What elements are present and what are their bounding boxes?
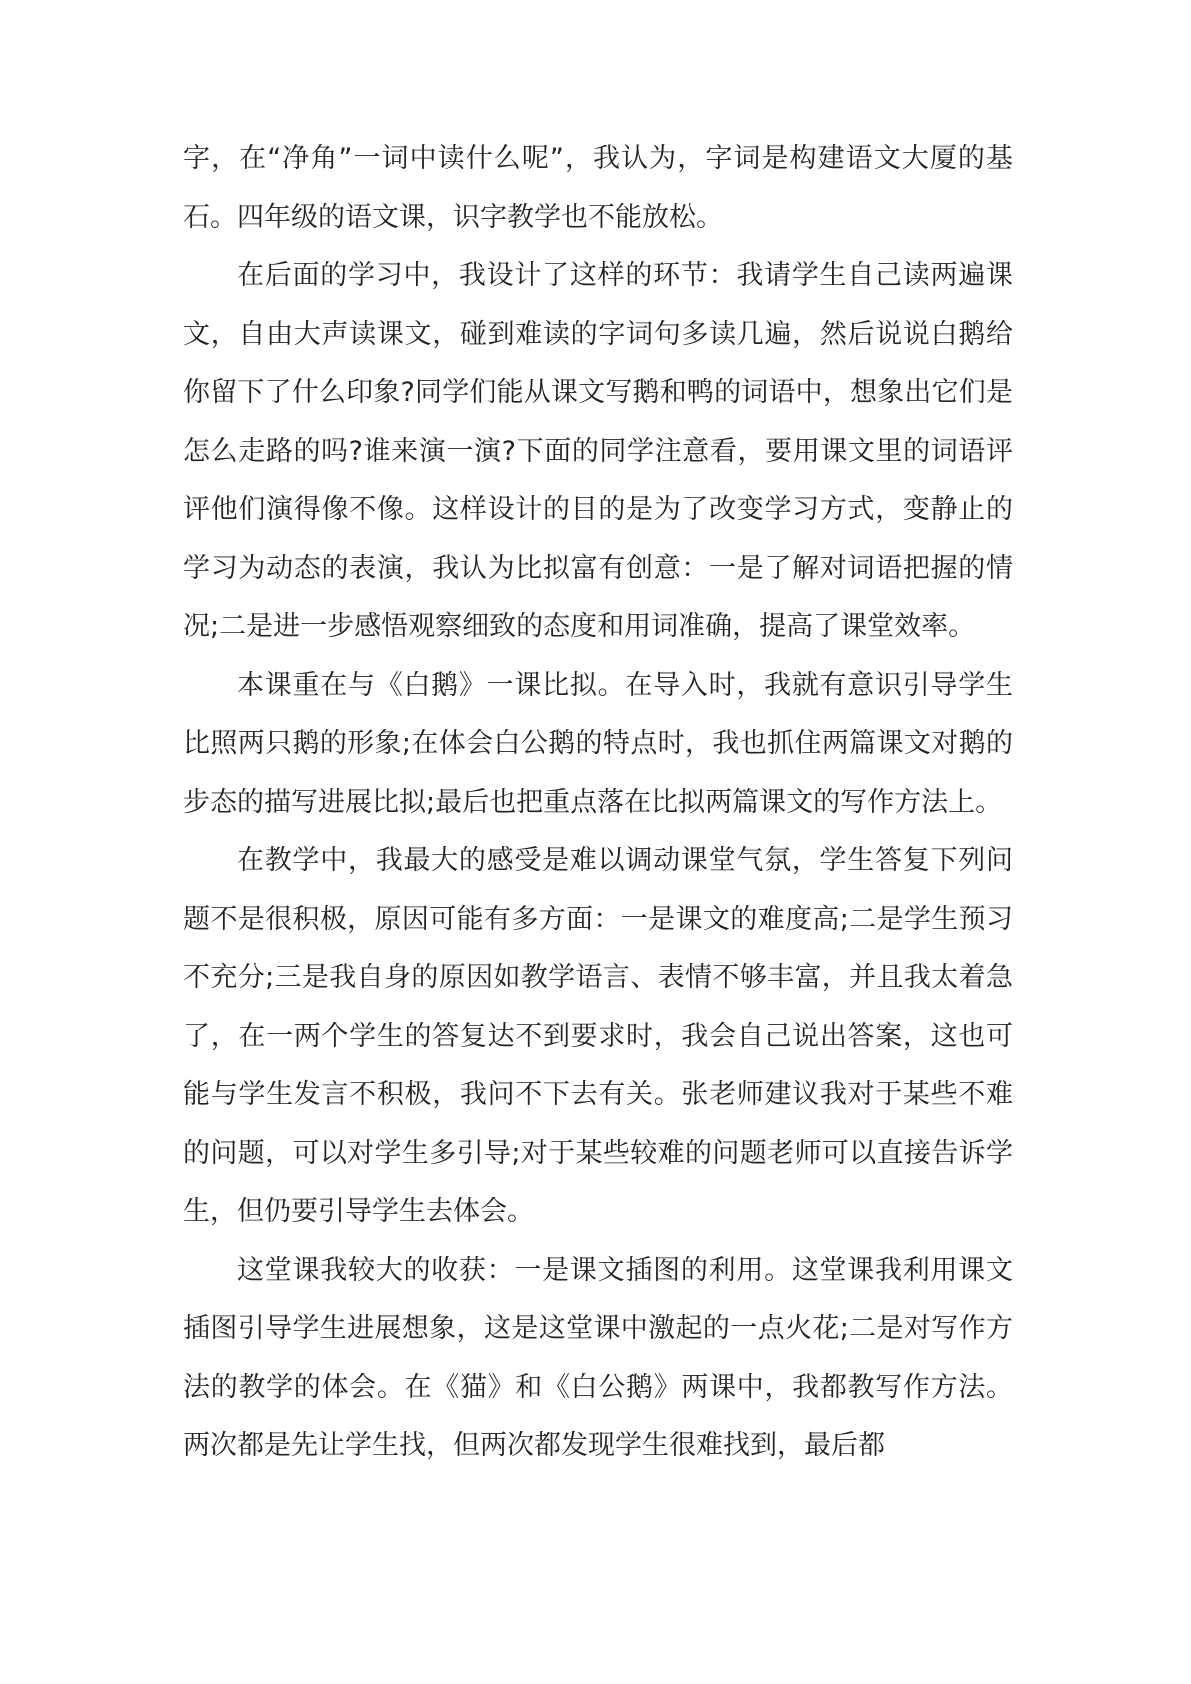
paragraph: 这堂课我较大的收获：一是课文插图的利用。这堂课我利用课文插图引导学生进展想象，这是这堂课中激起的一点火花;二是对写作方法的教学的体会。在《猫》和《白公鹅》两课中，我都教写作方法。两次都是先让学生找，但两次都发现学生很难找到，最后都 xyxy=(183,1254,1013,1461)
paragraph: 在教学中，我最大的感受是难以调动课堂气氛，学生答复下列问题不是很积极，原因可能有多方面：一是课文的难度高;二是学生预习不充分;三是我自身的原因如教学语言、表情不够丰富，并且我太着急了，在一两个学生的答复达不到要求时，我会自己说出答案，这也可能与学生发言不积极，我问不下去有关。张老师建议我对于某些不难的问题，可以对学生多引导;对于某些较难的问题老师可以直接告诉学生，但仍要引导学生去体会。 xyxy=(183,845,1013,1227)
paragraph: 在后面的学习中，我设计了这样的环节：我请学生自己读两遍课文，自由大声读课文，碰到难读的字词句多读几遍，然后说说白鹅给你留下了什么印象?同学们能从课文写鹅和鸭的词语中，想象出它们是怎么走路的吗?谁来演一演?下面的同学注意看，要用课文里的词语评评他们演得像不像。这样设计的目的是为了改变学习方式，变静止的学习为动态的表演，我认为比拟富有创意：一是了解对词语把握的情况;二是进一步感悟观察细致的态度和用词准确，提高了课堂效率。 xyxy=(183,260,1013,642)
paragraph: 本课重在与《白鹅》一课比拟。在导入时，我就有意识引导学生比照两只鹅的形象;在体会白公鹅的特点时，我也抓住两篇课文对鹅的步态的描写进展比拟;最后也把重点落在比拟两篇课文的写作方法上。 xyxy=(183,669,1013,818)
document-body xyxy=(183,130,1013,1476)
paragraph: 字，在“净角”一词中读什么呢”，我认为，字词是构建语文大厦的基石。四年级的语文课，识字教学也不能放松。 xyxy=(183,143,1013,233)
